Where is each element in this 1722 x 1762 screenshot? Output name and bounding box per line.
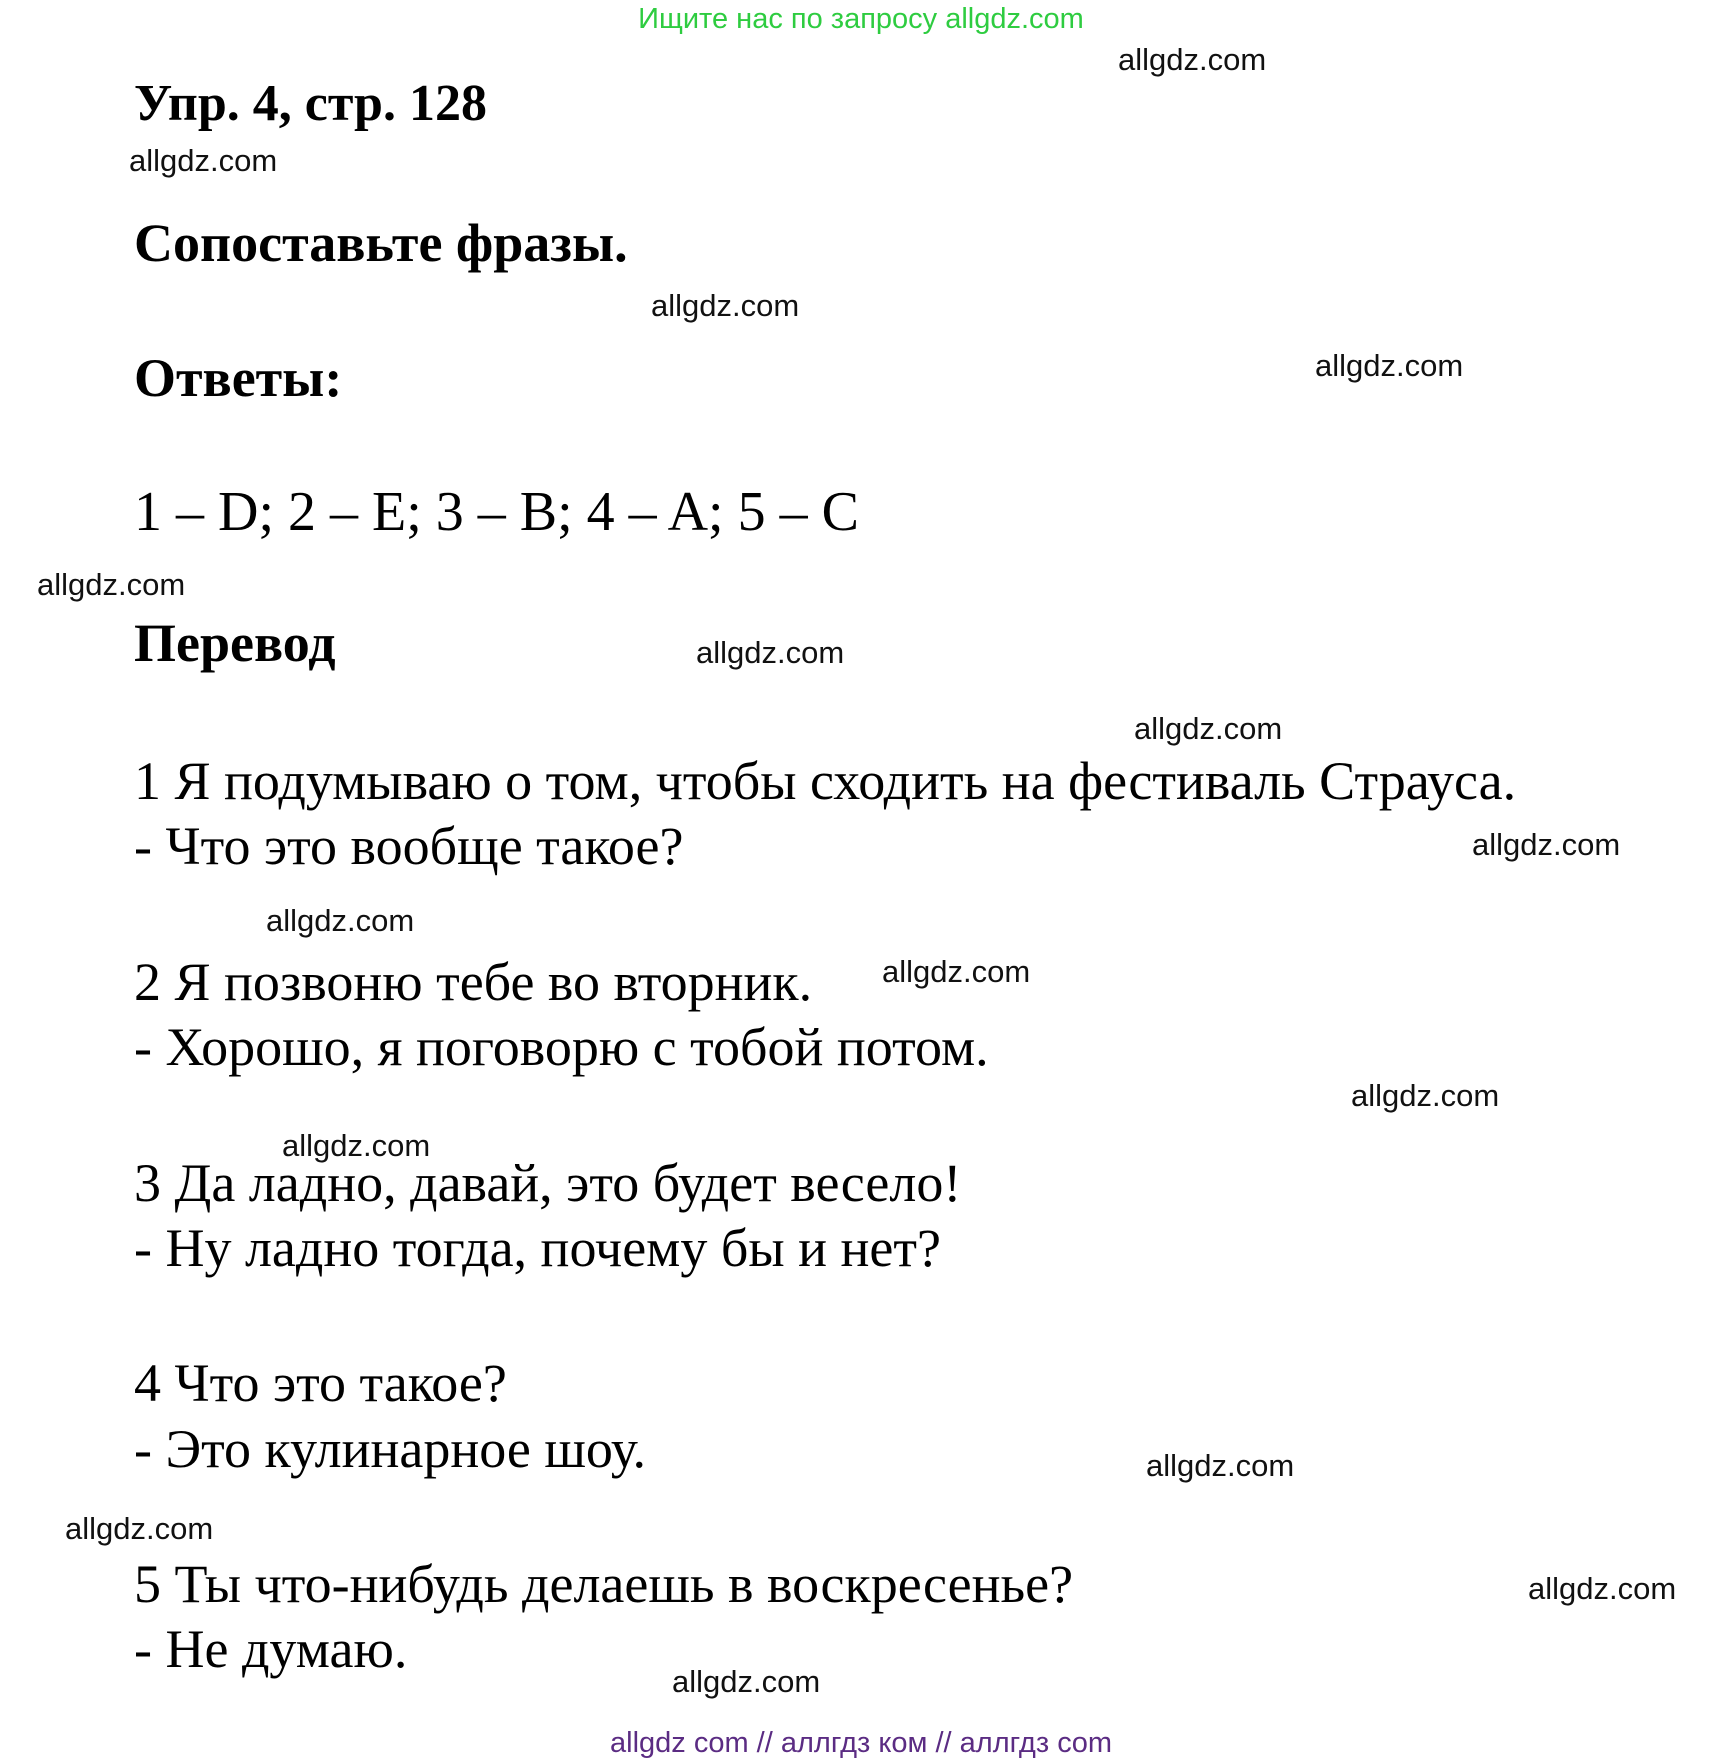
- watermark: allgdz.com: [672, 1664, 821, 1699]
- watermark: allgdz.com: [65, 1511, 214, 1546]
- watermark: allgdz.com: [1528, 1571, 1677, 1606]
- watermark: allgdz.com: [1472, 827, 1621, 862]
- watermark: allgdz.com: [1315, 348, 1464, 383]
- dialogue-2-line-2: - Хорошо, я поговорю с тобой потом.: [134, 1017, 989, 1077]
- watermark: allgdz.com: [129, 143, 278, 178]
- dialogue-1-line-2: - Что это вообще такое?: [134, 816, 684, 876]
- bottom-banner-link[interactable]: allgdz com // аллгдз ком // аллгдз com: [610, 1727, 1112, 1759]
- watermark: allgdz.com: [282, 1128, 431, 1163]
- watermark: allgdz.com: [1351, 1078, 1500, 1113]
- dialogue-4-line-2: - Это кулинарное шоу.: [134, 1419, 646, 1479]
- watermark: allgdz.com: [651, 288, 800, 323]
- top-banner-link[interactable]: Ищите нас по запросу allgdz.com: [638, 3, 1084, 35]
- watermark: allgdz.com: [1134, 711, 1283, 746]
- dialogue-1-line-1: 1 Я подумываю о том, чтобы сходить на фестиваль Страуса.: [134, 751, 1517, 811]
- watermark: allgdz.com: [696, 635, 845, 670]
- answers-heading: Ответы:: [134, 348, 343, 408]
- dialogue-5-line-2: - Не думаю.: [134, 1619, 408, 1679]
- watermark: allgdz.com: [266, 903, 415, 938]
- answers-text: 1 – D; 2 – E; 3 – B; 4 – A; 5 – C: [134, 481, 859, 543]
- dialogue-3-line-2: - Ну ладно тогда, почему бы и нет?: [134, 1218, 941, 1278]
- watermark: allgdz.com: [1118, 42, 1267, 77]
- task-heading: Сопоставьте фразы.: [134, 213, 628, 273]
- translation-heading: Перевод: [134, 613, 336, 673]
- watermark: allgdz.com: [882, 954, 1031, 989]
- dialogue-4-line-1: 4 Что это такое?: [134, 1353, 507, 1413]
- watermark: allgdz.com: [1146, 1448, 1295, 1483]
- dialogue-5-line-1: 5 Ты что-нибудь делаешь в воскресенье?: [134, 1554, 1074, 1614]
- dialogue-2-line-1: 2 Я позвоню тебе во вторник.: [134, 952, 813, 1012]
- dialogue-3-line-1: 3 Да ладно, давай, это будет весело!: [134, 1153, 962, 1213]
- watermark: allgdz.com: [37, 567, 186, 602]
- exercise-title: Упр. 4, стр. 128: [134, 75, 487, 132]
